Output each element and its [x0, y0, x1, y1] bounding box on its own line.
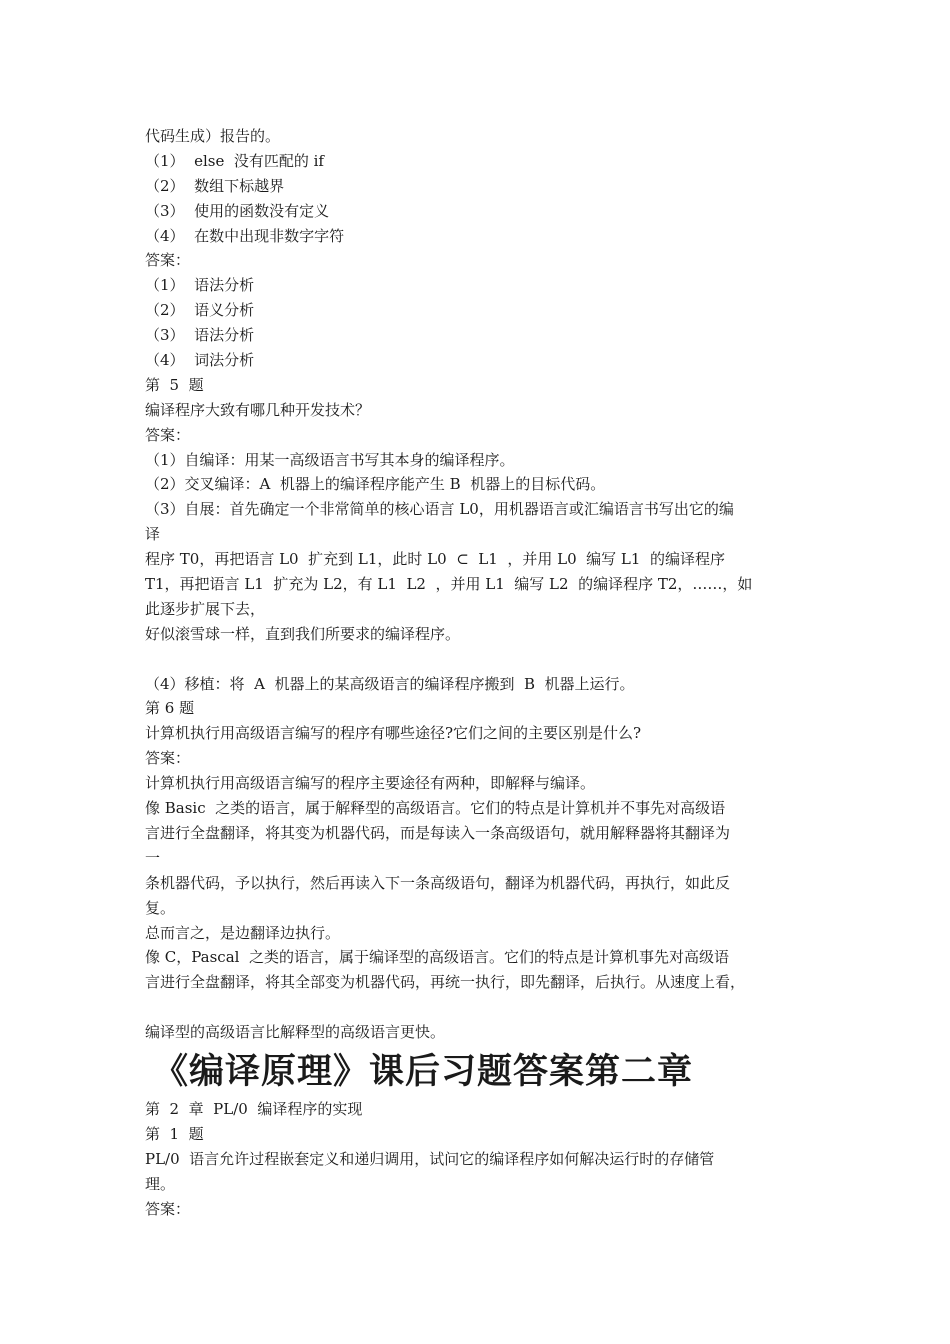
blank-line [145, 647, 825, 672]
text-line: 复。 [145, 898, 176, 917]
text-line: 答案： [145, 1199, 191, 1218]
text-line: 一 [145, 848, 161, 867]
text-line: 编译程序大致有哪几种开发技术？ [145, 400, 371, 419]
blank-line [145, 995, 825, 1020]
text-line: 第 1 题 [145, 1124, 204, 1143]
text-block-top [145, 124, 825, 647]
text-line: （2） 数组下标越界 [145, 176, 285, 195]
text-line: （4） 词法分析 [145, 351, 255, 370]
text-line: 第 5 题 [145, 375, 204, 394]
text-line: （4）移植：将 A 机器上的某高级语言的编译程序搬到 B 机器上运行。 [145, 674, 635, 693]
text-block-bottom [145, 1097, 825, 1221]
chapter-heading: 《编译原理》课后习题答案第二章 [153, 1051, 694, 1092]
text-line: （3） 语法分析 [145, 326, 255, 345]
text-line: 言进行全盘翻译，将其变为机器代码，而是每读入一条高级语句，就用解释器将其翻译为 [145, 823, 731, 842]
text-line: （4） 在数中出现非数字字符 [145, 226, 345, 245]
text-line: 编译型的高级语言比解释型的高级语言更快。 [145, 1023, 446, 1042]
text-line: 第 2 章 PL/0 编译程序的实现 [145, 1099, 363, 1118]
text-line: （1） else 没有匹配的 if [145, 151, 324, 170]
text-line: 像 C，Pascal 之类的语言，属于编译型的高级语言。它们的特点是计算机事先对高级语 [145, 948, 729, 967]
text-line: 总而言之，是边翻译边执行。 [145, 923, 341, 942]
text-line: （3） 使用的函数没有定义 [145, 201, 330, 220]
text-line: （1）自编译：用某一高级语言书写其本身的编译程序。 [145, 450, 515, 469]
text-line: 条机器代码，予以执行，然后再读入下一条高级语句，翻译为机器代码，再执行，如此反 [145, 873, 731, 892]
text-line: T1，再把语言 L1 扩充为 L2，有 L1 L2 ，并用 L1 编写 L2 的编译程序 T2，……，如 [145, 575, 753, 594]
text-line: 答案： [145, 251, 191, 270]
text-block-middle [145, 672, 825, 996]
text-line: （1） 语法分析 [145, 276, 255, 295]
text-line: 言进行全盘翻译，将其全部变为机器代码，再统一执行，即先翻译，后执行。从速度上看， [145, 973, 746, 992]
text-line: （2） 语义分析 [145, 301, 255, 320]
text-line: 理。 [145, 1174, 176, 1193]
text-line: 好似滚雪球一样，直到我们所要求的编译程序。 [145, 624, 461, 643]
text-line: 像 Basic 之类的语言，属于解释型的高级语言。它们的特点是计算机并不事先对高级语 [145, 799, 726, 818]
text-line: （2）交叉编译：A 机器上的编译程序能产生 B 机器上的目标代码。 [145, 475, 606, 494]
text-line: 代码生成）报告的。 [145, 127, 281, 145]
text-line: 此逐步扩展下去， [145, 599, 266, 618]
text-line: 答案： [145, 749, 191, 768]
text-line: 第 6 题 [145, 699, 195, 718]
text-line: 计算机执行用高级语言编写的程序有哪些途径?它们之间的主要区别是什么? [145, 724, 642, 743]
text-line: 程序 T0，再把语言 L0 扩充到 L1，此时 L0 ⊂ L1 ，并用 L0 编写 L1 的编译程序 [145, 550, 725, 569]
text-line: PL/0 语言允许过程嵌套定义和递归调用，试问它的编译程序如何解决运行时的存储管 [145, 1149, 715, 1168]
text-line: 译 [145, 525, 161, 544]
text-line: 答案： [145, 425, 191, 444]
document-page [145, 124, 825, 1221]
text-line: （3）自展：首先确定一个非常简单的核心语言 L0，用机器语言或汇编语言书写出它的编 [145, 500, 734, 519]
text-line: 计算机执行用高级语言编写的程序主要途径有两种，即解释与编译。 [145, 774, 596, 793]
